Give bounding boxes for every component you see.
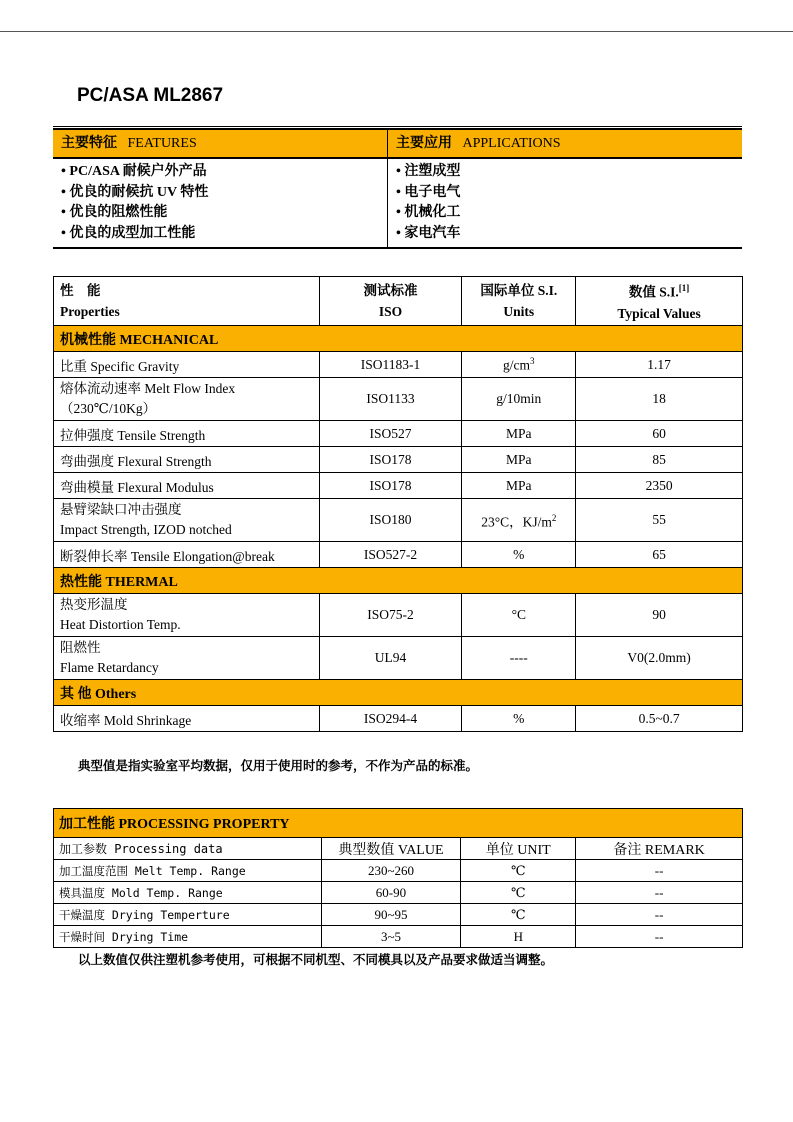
property-unit [462, 473, 576, 499]
property-name-line1: 拉伸强度 Tensile Strength [60, 427, 206, 443]
processing-param: 加工温度范围 Melt Temp. Range [54, 860, 322, 882]
header-values-cn: 数值 S.I. [628, 284, 679, 300]
property-row [54, 706, 743, 732]
unit-text: MPa [506, 451, 532, 467]
property-name-line1: 弯曲强度 Flexural Strength [60, 453, 212, 469]
property-name-line1: 弯曲模量 Flexural Modulus [60, 479, 214, 495]
application-item: • 机械化工 [396, 205, 461, 220]
header-values-en: Typical Values [617, 305, 701, 321]
property-iso: ISO527 [319, 421, 462, 447]
top-rule [0, 31, 793, 32]
features-header-cn: 主要特征 [61, 136, 117, 151]
applications-list [388, 158, 743, 248]
processing-value: 3~5 [321, 926, 461, 948]
proc-header-param: 加工参数 Processing data [54, 838, 322, 860]
property-name-line1: 悬臂梁缺口冲击强度 [60, 502, 182, 517]
property-name [54, 637, 320, 680]
property-unit [462, 421, 576, 447]
unit-text: °C [511, 607, 526, 622]
property-name [54, 421, 320, 447]
property-value: 18 [576, 378, 743, 421]
applications-header [388, 129, 743, 158]
processing-param: 模具温度 Mold Temp. Range [54, 882, 322, 904]
property-name [54, 447, 320, 473]
property-name-line1: 熔体流动速率 Melt Flow Index [60, 381, 236, 396]
property-iso: ISO294-4 [319, 706, 462, 732]
features-top-rule [53, 126, 742, 127]
processing-remark: -- [576, 904, 743, 926]
property-name [54, 542, 320, 568]
property-row [54, 352, 743, 378]
header-iso [319, 277, 462, 326]
processing-unit: ℃ [461, 860, 576, 882]
processing-unit: ℃ [461, 904, 576, 926]
processing-remark: -- [576, 926, 743, 948]
property-name [54, 706, 320, 732]
processing-param: 干燥时间 Drying Time [54, 926, 322, 948]
properties-body [54, 326, 743, 732]
properties-header-row [54, 277, 743, 326]
property-unit [462, 447, 576, 473]
processing-row [54, 882, 743, 904]
property-value: 60 [576, 421, 743, 447]
header-values-footnote: [1] [678, 283, 690, 294]
header-properties-en: Properties [60, 304, 120, 319]
property-name [54, 594, 320, 637]
property-name-line2: （230℃/10Kg） [60, 401, 157, 416]
feature-item: • PC/ASA 耐候户外产品 [61, 164, 207, 179]
property-name-line2: Flame Retardancy [60, 660, 159, 675]
header-units [462, 277, 576, 326]
property-unit [462, 499, 576, 542]
property-iso: UL94 [319, 637, 462, 680]
property-value: 1.17 [576, 352, 743, 378]
unit-superscript: 2 [551, 512, 557, 523]
processing-remark: -- [576, 882, 743, 904]
features-header [53, 129, 388, 158]
features-header-row [53, 129, 742, 158]
property-value: 65 [576, 542, 743, 568]
processing-row [54, 904, 743, 926]
feature-item: • 优良的阻燃性能 [61, 205, 168, 220]
header-values [576, 277, 743, 326]
property-iso: ISO527-2 [319, 542, 462, 568]
property-row [54, 447, 743, 473]
header-iso-en: ISO [378, 304, 403, 319]
property-row [54, 421, 743, 447]
processing-title: 加工性能 PROCESSING PROPERTY [54, 809, 743, 838]
application-item: • 注塑成型 [396, 164, 461, 179]
property-name [54, 378, 320, 421]
processing-unit: ℃ [461, 882, 576, 904]
property-value: 2350 [576, 473, 743, 499]
property-unit [462, 706, 576, 732]
property-iso: ISO178 [319, 473, 462, 499]
header-units-cn: 国际单位 S.I. [480, 283, 558, 298]
property-name-line1: 阻燃性 [60, 640, 101, 655]
features-list [53, 158, 388, 248]
processing-value: 90~95 [321, 904, 461, 926]
property-name-line1: 比重 Specific Gravity [60, 358, 180, 374]
unit-superscript: 3 [530, 355, 535, 366]
processing-note: 以上数值仅供注塑机参考使用，可根据不同机型、不同模具以及产品要求做适当调整。 [78, 953, 554, 967]
features-body-row [53, 158, 742, 248]
proc-header-value: 典型数值 VALUE [321, 838, 461, 860]
property-row [54, 637, 743, 680]
property-row [54, 594, 743, 637]
processing-remark: -- [576, 860, 743, 882]
property-value: 0.5~0.7 [576, 706, 743, 732]
property-row [54, 499, 743, 542]
processing-value: 60-90 [321, 882, 461, 904]
property-name-line1: 热变形温度 [60, 597, 128, 612]
application-item: • 家电汽车 [396, 225, 461, 241]
property-value: 90 [576, 594, 743, 637]
features-table [53, 128, 742, 249]
property-iso: ISO180 [319, 499, 462, 542]
unit-text: MPa [506, 425, 532, 441]
property-iso: ISO178 [319, 447, 462, 473]
application-item: • 电子电气 [396, 184, 461, 200]
property-name [54, 352, 320, 378]
property-iso: ISO1133 [319, 378, 462, 421]
processing-body [54, 860, 743, 948]
processing-row [54, 860, 743, 882]
header-units-en: Units [503, 304, 535, 319]
property-row [54, 542, 743, 568]
property-unit [462, 594, 576, 637]
property-unit [462, 378, 576, 421]
property-name-line1: 收缩率 Mold Shrinkage [60, 712, 192, 728]
property-row [54, 378, 743, 421]
processing-row [54, 926, 743, 948]
features-header-en: FEATURES [127, 136, 197, 151]
unit-text: g/10min [496, 391, 542, 406]
property-name-line2: Heat Distortion Temp. [60, 617, 181, 632]
property-iso: ISO1183-1 [319, 352, 462, 378]
property-name-line1: 断裂伸长率 Tensile Elongation@break [60, 548, 275, 564]
applications-header-en: APPLICATIONS [462, 136, 561, 151]
typical-values-note: 典型值是指实验室平均数据，仅用于使用时的参考，不作为产品的标准。 [78, 759, 479, 773]
section-header-row [54, 568, 743, 594]
property-name [54, 499, 320, 542]
proc-header-remark: 备注 REMARK [576, 838, 743, 860]
property-unit [462, 352, 576, 378]
property-name [54, 473, 320, 499]
processing-header-row [54, 838, 743, 860]
unit-text: ---- [509, 650, 528, 665]
unit-text: 23°C，KJ/m [481, 514, 552, 530]
properties-table [53, 276, 743, 732]
processing-table [53, 808, 743, 948]
section-title: 机械性能 MECHANICAL [54, 326, 743, 352]
property-unit [462, 542, 576, 568]
document-title: PC/ASA ML2867 [77, 85, 224, 106]
section-header-row [54, 680, 743, 706]
feature-item: • 优良的成型加工性能 [61, 225, 196, 241]
feature-item: • 优良的耐候抗 UV 特性 [61, 184, 209, 200]
property-value: 55 [576, 499, 743, 542]
property-value: V0(2.0mm) [576, 637, 743, 680]
processing-section-header [54, 809, 743, 838]
unit-text: % [513, 546, 525, 562]
header-properties [54, 277, 320, 326]
property-unit [462, 637, 576, 680]
unit-text: % [513, 710, 525, 726]
applications-header-cn: 主要应用 [396, 136, 452, 151]
property-row [54, 473, 743, 499]
processing-param: 干燥温度 Drying Temperture [54, 904, 322, 926]
header-iso-cn: 测试标准 [363, 283, 418, 298]
property-iso: ISO75-2 [319, 594, 462, 637]
processing-value: 230~260 [321, 860, 461, 882]
property-value: 85 [576, 447, 743, 473]
unit-text: g/cm [503, 357, 531, 373]
property-name-line2: Impact Strength, IZOD notched [60, 522, 232, 537]
section-title: 其 他 Others [54, 680, 743, 706]
section-title: 热性能 THERMAL [54, 568, 743, 594]
unit-text: MPa [506, 477, 532, 493]
processing-unit: H [461, 926, 576, 948]
proc-header-unit: 单位 UNIT [461, 838, 576, 860]
section-header-row [54, 326, 743, 352]
header-properties-cn: 性 能 [60, 283, 101, 298]
